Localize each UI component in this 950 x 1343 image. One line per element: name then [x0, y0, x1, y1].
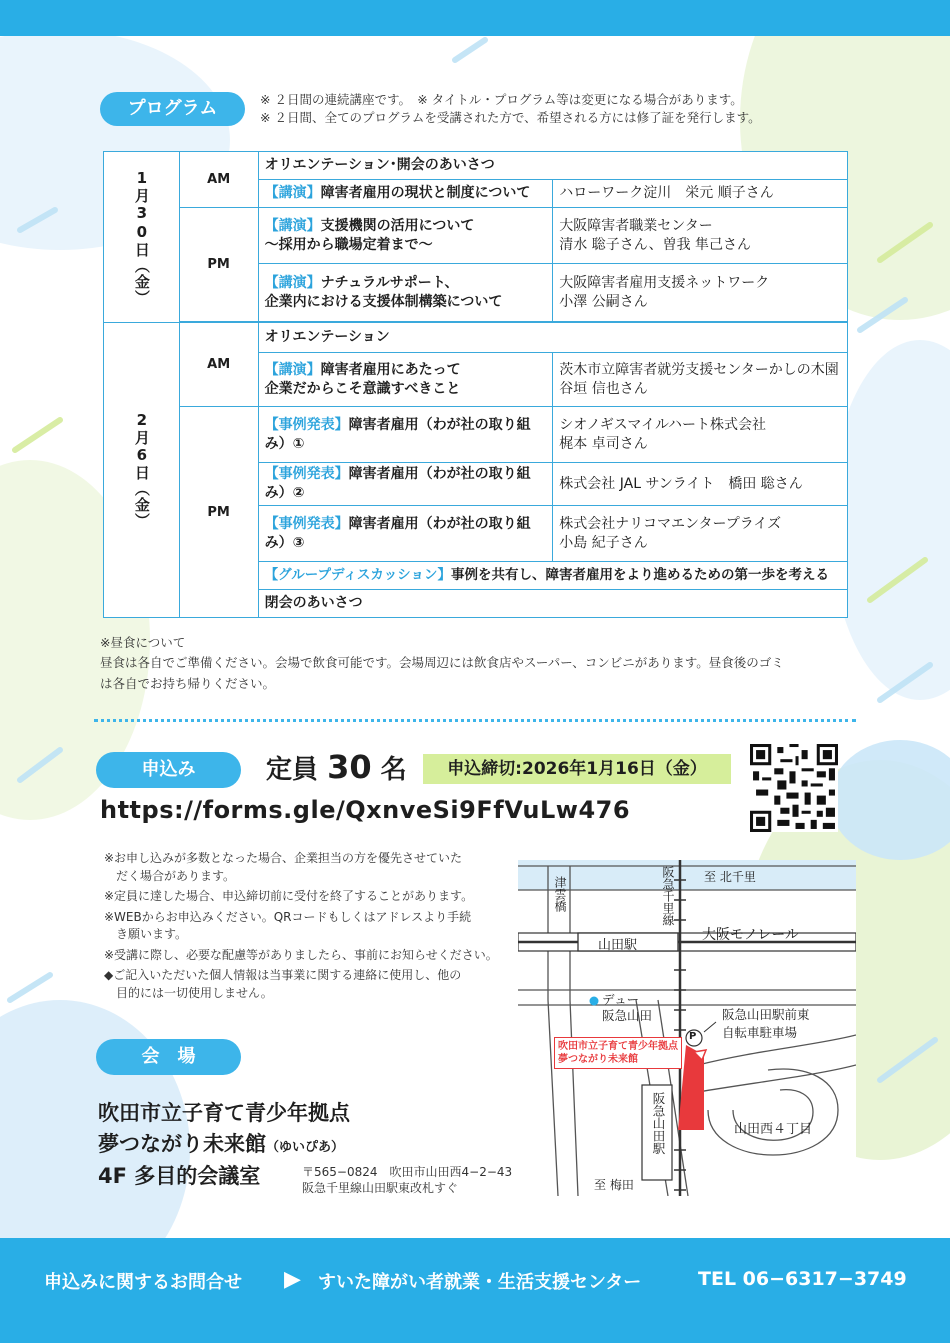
day2-speaker-1: 茨木市立障害者就労支援センターかしの木園 谷垣 信也さん: [553, 353, 848, 407]
apply-note: ◆ご記入いただいた個人情報は当事業に関する連絡に使用し、他の: [104, 968, 462, 982]
day2-case-2: 【事例発表】障害者雇用（わが社の取り組み）②: [258, 463, 553, 506]
footer-center-name: すいた障がい者就業・生活支援センター: [318, 1272, 642, 1293]
footer-contact-label: 申込みに関するお問合せ: [44, 1272, 242, 1293]
venue-name-2: 夢つながり未来館（ゆいぴあ）: [98, 1132, 345, 1156]
program-note-2: ※ ２日間、全てのプログラムを受講された方で、希望される方には修了証を発行します。: [260, 110, 761, 125]
map-venue-label: [554, 1037, 682, 1069]
footer-contact: [0, 1265, 950, 1295]
deadline-badge: 申込締切:2026年1月16日（金）: [423, 754, 731, 784]
map-label-hankyu-yamada: 阪急山田駅: [651, 1092, 666, 1155]
map-label-to-umeda: 至 梅田: [594, 1178, 634, 1192]
apply-note: き願います。: [104, 927, 188, 941]
map-dew-line-1: デュー: [602, 992, 640, 1007]
apply-note: 目的には一切使用しません。: [104, 985, 273, 1000]
map-label-tsukumo-bridge: 津雲橋: [553, 876, 567, 912]
map-dew-line-2: 阪急山田: [602, 1008, 653, 1023]
day2-discussion: 【グループディスカッション】事例を共有し、障害者雇用をより進めるための第一歩を考える: [258, 562, 847, 590]
day1-speaker-1: ハローワーク淀川 栄元 順子さん: [553, 180, 848, 208]
map-label-yamada-station: 山田駅: [598, 938, 638, 953]
day2-orientation: オリエンテーション: [258, 323, 847, 353]
apply-notes: [104, 850, 504, 1002]
arrow-right-icon: ▶: [284, 1267, 301, 1292]
apply-label: 申込み: [96, 752, 241, 788]
day1-session-1: 【講演】障害者雇用の現状と制度について: [258, 180, 553, 208]
day1-speaker-3: 大阪障害者雇用支援ネットワーク 小澤 公嗣さん: [553, 264, 848, 322]
section-divider: [94, 719, 856, 722]
map-label-to-kitasenri: 至 北千里: [704, 870, 756, 884]
day2-pm-label: PM: [179, 407, 258, 618]
day1-am-label: AM: [179, 152, 258, 208]
venue-room: 4F 多目的会議室: [98, 1164, 261, 1188]
apply-note: ※お申し込みが多数となった場合、企業担当の方を優先させていた: [104, 851, 463, 865]
day1-date: 1月30日（金）: [104, 152, 180, 323]
map-label-dew: [602, 992, 652, 1024]
map-label-monorail: 大阪モノレール: [702, 927, 800, 943]
day2-case-speaker-3: 株式会社ナリコマエンタープライズ 小島 紀子さん: [553, 506, 848, 562]
lunch-title: ※昼食について: [100, 635, 186, 650]
footer-tel[interactable]: TEL 06−6317−3749: [698, 1268, 907, 1290]
day2-case-speaker-2: 株式会社 JAL サンライト 橋田 聡さん: [553, 463, 848, 506]
venue-name-1: 吹田市立子育て青少年拠点: [98, 1101, 350, 1125]
day2-session-1: 【講演】障害者雇用にあたって 企業だからこそ意識すべきこと: [258, 353, 553, 407]
map-parking-line-2: 自転車駐車場: [722, 1025, 798, 1040]
map-label-parking: [722, 1006, 810, 1042]
day1-pm-label: PM: [179, 208, 258, 322]
apply-note: だく場合があります。: [104, 868, 236, 883]
access-map: [518, 860, 856, 1196]
day2-date: 2月6日（金）: [104, 323, 180, 618]
apply-note: ※受講に際し、必要な配慮等がありましたら、事前にお知らせください。: [104, 947, 498, 962]
day2-case-3: 【事例発表】障害者雇用（わが社の取り組み）③: [258, 506, 553, 562]
map-parking-line-1: 阪急山田駅前東: [722, 1007, 810, 1022]
program-label: プログラム: [100, 92, 245, 126]
venue-address: 〒565−0824 吹田市山田西4−2−43: [302, 1165, 513, 1179]
day1-speaker-2: 大阪障害者職業センター 清水 聡子さん、曽我 隼己さん: [553, 208, 848, 264]
capacity: 定員 30 名: [266, 748, 407, 786]
map-parking-icon: P: [689, 1031, 697, 1042]
day2-case-speaker-1: シオノギスマイルハート株式会社 梶本 卓司さん: [553, 407, 848, 463]
day2-case-1: 【事例発表】障害者雇用（わが社の取り組み）①: [258, 407, 553, 463]
qr-code[interactable]: [750, 744, 838, 832]
apply-note: ※WEBからお申込みください。QRコードもしくはアドレスより手続: [104, 909, 472, 924]
day1-session-2: 【講演】支援機関の活用について ～採用から職場定着まで～: [258, 208, 553, 264]
apply-note: ※定員に達した場合、申込締切前に受付を終了することがあります。: [104, 889, 474, 903]
map-venue-line-1: 吹田市立子育て青少年拠点: [558, 1041, 678, 1052]
program-note-1: ※ ２日間の連続講座です。 ※ タイトル・プログラム等は変更になる場合があります。: [260, 92, 743, 107]
application-url[interactable]: https://forms.gle/QxnveSi9FfVuLw476: [100, 796, 631, 824]
footer: [0, 1238, 950, 1343]
map-venue-line-2: 夢つながり未来館: [558, 1054, 638, 1065]
day2-am-label: AM: [179, 323, 258, 407]
venue-label: 会 場: [96, 1039, 241, 1075]
program-table: [103, 151, 848, 618]
day2-closing: 閉会のあいさつ: [258, 590, 847, 618]
lunch-line-2: は各自でお持ち帰りください。: [100, 676, 276, 691]
day1-opening: オリエンテーション･開会のあいさつ: [258, 152, 847, 180]
day1-session-3: 【講演】ナチュラルサポート、 企業内における支援体制構築について: [258, 264, 553, 322]
map-label-yamadanishi: 山田西４丁目: [734, 1122, 813, 1137]
map-label-hankyu-line: 阪急千里線: [661, 866, 675, 926]
lunch-line-1: 昼食は各自でご準備ください。会場で飲食可能です。会場周辺には飲食店やスーパー、コンビニがあります。昼食後のゴミ: [100, 655, 784, 670]
venue-access: 阪急千里線山田駅東改札すぐ: [302, 1181, 459, 1195]
